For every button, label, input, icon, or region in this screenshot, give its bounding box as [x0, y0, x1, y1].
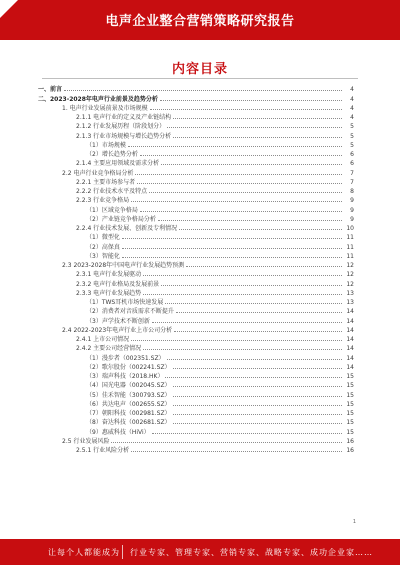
- toc-leader-dots: [167, 359, 342, 360]
- toc-leader-dots: [167, 127, 342, 128]
- toc-entry[interactable]: [38, 232, 354, 241]
- toc-entry-title: （6）共达电声（002655.SZ）: [86, 400, 171, 408]
- toc-entry-page: 9: [350, 215, 354, 223]
- toc-leader-dots: [111, 442, 342, 443]
- toc-entry-title: 2.1.2 行业发展历程（阶段划分）: [76, 123, 166, 131]
- toc-entry-title: 二、2023-2028年电声行业前景及趋势分析: [38, 95, 158, 103]
- toc-leader-dots: [176, 312, 342, 313]
- toc-entry-title: 一、前言: [38, 86, 63, 94]
- toc-entry-page: 16: [346, 437, 354, 445]
- toc-entry-title: 2.4.1 上市公司情况: [76, 336, 130, 343]
- toc-leader-dots: [173, 405, 342, 406]
- toc-leader-dots: [122, 238, 342, 239]
- toc-entry-page: 5: [350, 141, 354, 149]
- toc-leader-dots: [131, 451, 342, 452]
- toc-entry-page: 10: [346, 225, 354, 232]
- toc-entry-page: 15: [346, 400, 354, 408]
- toc-leader-dots: [140, 155, 342, 156]
- toc-entry-page: 4: [350, 95, 354, 103]
- toc-entry[interactable]: [38, 325, 354, 334]
- toc-leader-dots: [165, 377, 342, 378]
- toc-entry-page: 12: [346, 271, 354, 279]
- toc-leader-dots: [173, 386, 342, 387]
- toc-entry-page: 15: [346, 428, 354, 436]
- toc-entry[interactable]: [38, 140, 354, 149]
- toc-entry[interactable]: [38, 130, 354, 139]
- toc-entry-title: 2.3.3 电声行业发展趋势: [76, 289, 142, 297]
- toc-leader-dots: [173, 137, 342, 138]
- toc-entry-page: 8: [350, 188, 354, 195]
- toc-entry-title: 2.2.2 行业技术水平及特点: [76, 188, 148, 195]
- page-number: 1: [352, 519, 356, 525]
- toc-entry-page: 7: [350, 178, 354, 186]
- toc-leader-dots: [149, 192, 342, 193]
- toc-entry-title: 2.2.1 主要市场参与者: [76, 178, 136, 186]
- toc-leader-dots: [131, 340, 342, 341]
- toc-entry-page: 9: [350, 197, 354, 205]
- toc-entry-title: 2.1.3 行业市场规模与增长趋势分析: [76, 132, 172, 140]
- toc-leader-dots: [173, 396, 342, 397]
- toc-entry-title: 2.3.2 电声行业格局及发展前景: [76, 280, 160, 288]
- toc-entry[interactable]: [38, 288, 354, 297]
- toc-entry[interactable]: [38, 306, 354, 315]
- toc-entry-page: 16: [346, 447, 354, 454]
- toc-entry-title: （2）高保真: [86, 243, 120, 251]
- toc-entry[interactable]: [38, 408, 354, 417]
- footer-slogan-right: 行业专家、管理专家、营销专家、战略专家、成功企业家……: [130, 548, 373, 557]
- toc-entry-title: （1）区域竞争格局: [86, 206, 138, 214]
- toc-leader-dots: [122, 248, 342, 249]
- toc-entry-page: 6: [350, 151, 354, 158]
- toc-entry-title: （9）惠威科技（HiVi）: [86, 428, 150, 436]
- footer-bar: [0, 539, 400, 565]
- toc-entry[interactable]: [38, 186, 354, 195]
- toc-leader-dots: [140, 211, 342, 212]
- toc-entry-title: 2.5 行业发展风险: [62, 437, 110, 445]
- toc-leader-dots: [173, 414, 342, 415]
- toc-entry[interactable]: [38, 380, 354, 389]
- toc-entry-page: 4: [350, 86, 354, 94]
- toc-entry-page: 13: [346, 289, 354, 297]
- toc-entry-page: 11: [346, 243, 354, 251]
- toc-entry[interactable]: [38, 241, 354, 250]
- toc-leader-dots: [179, 229, 342, 230]
- toc-leader-dots: [158, 220, 342, 221]
- toc-entry[interactable]: [38, 417, 354, 426]
- toc-entry[interactable]: [38, 389, 354, 398]
- toc-leader-dots: [160, 100, 342, 101]
- toc-entry-page: 5: [350, 123, 354, 131]
- toc-entry[interactable]: [38, 334, 354, 343]
- toc-entry-page: 14: [346, 363, 354, 371]
- toc-leader-dots: [173, 423, 342, 424]
- toc-heading: 内容目录: [171, 62, 228, 77]
- toc-entry-title: 2.2 电声行业竞争格局分析: [62, 169, 134, 177]
- toc-leader-dots: [161, 164, 342, 165]
- toc-entry[interactable]: [38, 195, 354, 204]
- toc-entry-title: （2）消费者对音质需求不断提升: [86, 308, 174, 316]
- toc-entry-page: 12: [346, 280, 354, 288]
- toc-entry-title: 2.3 2023-2028年中国电声行业发展趋势预测: [62, 262, 185, 269]
- toc-entry-title: （1）市场规模: [86, 141, 126, 149]
- toc-entry-title: 2.2.4 行业技术发展、创新及专利情况: [76, 225, 178, 232]
- toc-entry-page: 14: [346, 345, 354, 353]
- toc-leader-dots: [143, 349, 342, 350]
- toc-entry-title: （3）声学技术不断创新: [86, 317, 150, 325]
- toc-entry[interactable]: [38, 214, 354, 223]
- toc-entry[interactable]: [38, 426, 354, 435]
- toc-entry-title: （3）瑞声科技（2018.HK）: [86, 373, 164, 380]
- toc-entry-page: 14: [346, 317, 354, 325]
- toc-entry[interactable]: [38, 112, 354, 121]
- toc-entry[interactable]: [38, 343, 354, 352]
- toc-entry-title: （1）TWS耳机市场快速发展: [86, 299, 164, 306]
- toc-entry[interactable]: [38, 93, 354, 102]
- toc-leader-dots: [131, 201, 342, 202]
- toc-entry[interactable]: [38, 297, 354, 306]
- toc-entry-title: 2.4.2 主要公司经营情况: [76, 345, 142, 353]
- toc-entry-page: 5: [350, 132, 354, 140]
- toc-entry-title: 2.5.1 行业风险分析: [76, 447, 130, 454]
- toc-entry[interactable]: [38, 103, 354, 112]
- toc-entry-page: 4: [350, 104, 354, 112]
- toc-entry[interactable]: [38, 121, 354, 130]
- toc-entry-page: 13: [346, 299, 354, 306]
- toc-entry-page: 14: [346, 308, 354, 316]
- toc-entry[interactable]: [38, 399, 354, 408]
- toc-entry-page: 14: [346, 354, 354, 362]
- toc-entry-page: 15: [346, 391, 354, 399]
- toc-entry-title: 2.3.1 电声行业发展驱动: [76, 271, 142, 279]
- toc-entry-page: 15: [346, 410, 354, 417]
- toc-leader-dots: [152, 433, 342, 434]
- toc-entry[interactable]: [38, 260, 354, 269]
- toc-leader-dots: [174, 331, 342, 332]
- toc-entry[interactable]: [38, 167, 354, 176]
- toc-entry[interactable]: [38, 362, 354, 371]
- toc-entry-title: 2.1.4 主要应用领域及需求分析: [76, 160, 160, 168]
- toc-leader-dots: [173, 368, 342, 369]
- toc-entry-title: （1）微型化: [86, 234, 120, 242]
- toc-entry-title: （2）增长趋势分析: [86, 151, 138, 158]
- toc-entry[interactable]: [38, 149, 354, 158]
- toc-entry[interactable]: [38, 371, 354, 380]
- toc-leader-dots: [137, 183, 342, 184]
- toc-leader-dots: [165, 303, 342, 304]
- toc-entry[interactable]: [38, 445, 354, 454]
- toc-leader-dots: [143, 294, 342, 295]
- toc-entry-page: 14: [346, 326, 354, 334]
- toc-leader-dots: [128, 146, 342, 147]
- toc-entry-title: （3）智能化: [86, 252, 120, 260]
- toc-entry-title: （2）产业链竞争格局分析: [86, 215, 156, 223]
- toc-leader-dots: [122, 257, 342, 258]
- toc-leader-dots: [135, 174, 342, 175]
- toc-entry-page: 9: [350, 206, 354, 214]
- toc-entry-page: 7: [350, 169, 354, 177]
- toc-leader-dots: [64, 90, 342, 91]
- toc-leader-dots: [143, 275, 342, 276]
- toc-entry-title: 2.1.1 电声行业的定义及产业链结构: [76, 114, 172, 121]
- toc-entry-title: （7）朝阳科技（002981.SZ）: [86, 410, 171, 417]
- toc-entry[interactable]: [38, 84, 354, 93]
- footer-separator: [122, 545, 123, 559]
- toc-leader-dots: [152, 322, 342, 323]
- toc-entry[interactable]: [38, 204, 354, 213]
- toc-entry-page: 15: [346, 419, 354, 427]
- toc-entry[interactable]: [38, 352, 354, 361]
- toc-entry-title: （8）奋达科技（002681.SZ）: [86, 419, 171, 427]
- toc-entry[interactable]: [38, 269, 354, 278]
- toc-entry-title: （5）佳禾智能（300793.SZ）: [86, 391, 171, 399]
- toc-entry[interactable]: [38, 177, 354, 186]
- toc-entry-title: 2.4 2022-2023年电声行业上市公司分析: [62, 326, 173, 334]
- toc-entry-page: 12: [346, 262, 354, 269]
- toc-leader-dots: [150, 109, 342, 110]
- toc-entry-page: 6: [350, 160, 354, 168]
- toc-entry-title: （4）国光电器（002045.SZ）: [86, 382, 171, 390]
- toc-leader-dots: [161, 285, 342, 286]
- toc-entry[interactable]: [38, 315, 354, 324]
- toc-entry[interactable]: [38, 436, 354, 445]
- toc-entry-page: 15: [346, 382, 354, 390]
- toc-entry-page: 4: [350, 114, 354, 121]
- toc-entry[interactable]: [38, 278, 354, 287]
- toc-entry-title: 1. 电声行业发展前景及市场规模: [62, 104, 148, 112]
- report-title: 电声企业整合营销策略研究报告: [105, 14, 295, 29]
- toc-entry-page: 15: [346, 373, 354, 380]
- toc-entry-page: 11: [346, 234, 354, 242]
- footer-slogan-left: 让每个人都能成为: [48, 548, 120, 557]
- toc-divider: [42, 78, 358, 79]
- toc-leader-dots: [186, 266, 342, 267]
- toc-leader-dots: [173, 118, 342, 119]
- header-bar: [0, 0, 400, 40]
- toc-entry-title: （1）漫步者（002351.SZ）: [86, 354, 165, 362]
- toc-entry[interactable]: [38, 223, 354, 232]
- toc-entry-page: 14: [346, 336, 354, 343]
- toc-entry[interactable]: [38, 251, 354, 260]
- toc-entry-page: 11: [346, 252, 354, 260]
- toc-entry[interactable]: [38, 158, 354, 167]
- table-of-contents: [38, 84, 354, 454]
- toc-entry-title: 2.2.3 行业竞争格局: [76, 197, 130, 205]
- toc-entry-title: （2）歌尔股份（002241.SZ）: [86, 363, 171, 371]
